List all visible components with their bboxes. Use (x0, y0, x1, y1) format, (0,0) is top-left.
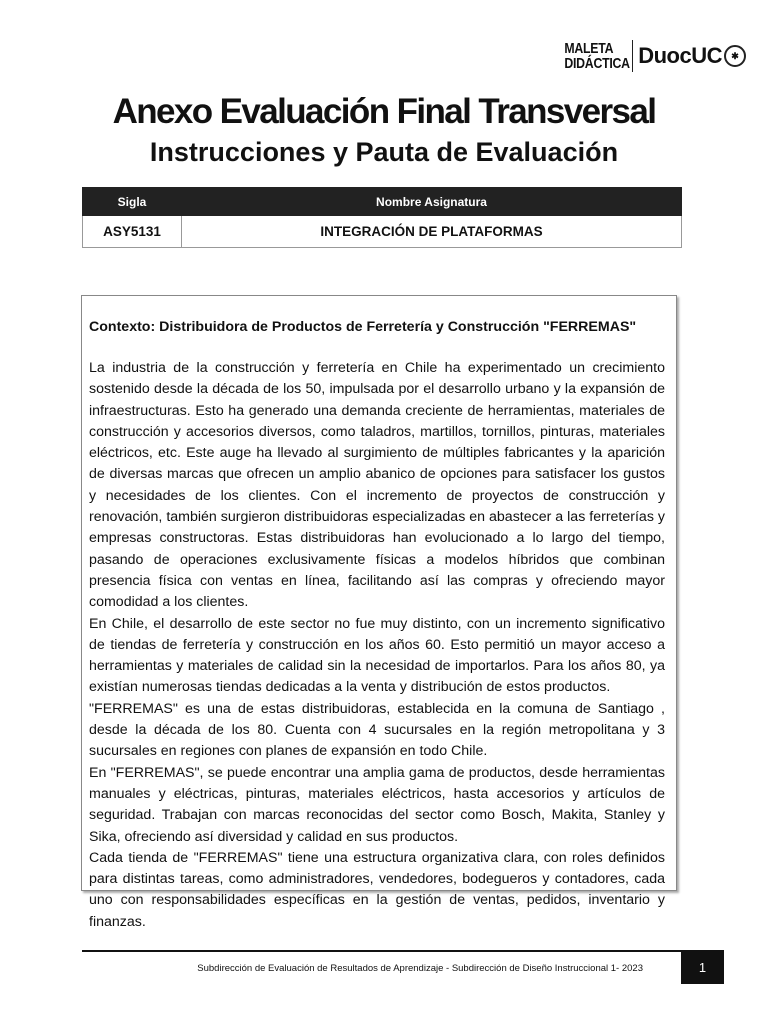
context-paragraph: Cada tienda de "FERREMAS" tiene una estructura organizativa clara, con roles definidos para distintas tareas, como administradores, vendedores, bodegueros y contadores, cada uno con responsabilidades específicas en la gestión de ventas, pedidos, inventario y finanzas. (89, 849, 665, 930)
logo-divider (632, 40, 633, 72)
course-table-header-row (83, 188, 682, 216)
context-paragraph: En Chile, el desarrollo de este sector no fue muy distinto, con un incremento significativo de tiendas de ferretería y construcción en los años 60. Esto permitió un mayor acceso a herramientas y materiales de calidad sin la necesidad de importarlos. Para los años 80, ya existían numerosas tiendas dedicadas a la venta y distribución de estos productos. (89, 615, 665, 696)
header-nombre-asignatura: Nombre Asignatura (182, 188, 682, 216)
logo-didactica-text: DIDÁCTICA (564, 55, 631, 72)
footer-text: Subdirección de Evaluación de Resultados de Aprendizaje - Subdirección de Diseño Instruccional 1- 2023 (197, 963, 643, 974)
document-subtitle: Instrucciones y Pauta de Evaluación (149, 137, 619, 167)
context-paragraph: La industria de la construcción y ferretería en Chile ha experimentado un crecimiento sostenido desde la década de los 50, impulsada por el desarrollo urbano y la expansión de infraestructuras. Esto ha generado una demanda creciente de herramientas, materiales de construcción y accesorios diversos, como taladros, martillos, tornillos, pinturas, materiales eléctricos, etc. Este auge ha llevado al surgimiento de múltiples fabricantes y la aparición de diversas marcas que ofrecen un amplio abanico de opciones para satisfacer los gustos y necesidades de los clientes. Con el incremento de proyectos de construcción y renovación, también surgieron distribuidoras especializadas en abastecer a las ferreterías y empresas constructoras. Estas distribuidoras han evolucionado a lo largo del tiempo, pasando de operaciones exclusivamente físicas a modelos híbridos que combinan presencia física con ventas en línea, facilitando así las compras y ofreciendo mayor comodidad a los clientes. (89, 360, 665, 611)
header-sigla: Sigla (83, 188, 182, 216)
maleta-didactica-logo (565, 41, 630, 71)
context-box (81, 295, 677, 930)
context-body (89, 358, 665, 933)
course-table (82, 187, 682, 248)
cell-sigla: ASY5131 (83, 216, 182, 248)
duocuc-logo: DuocUC (638, 43, 722, 68)
context-paragraph: "FERREMAS" es una de estas distribuidoras, establecida en la comuna de Santiago , desde la década de los 80. Cuenta con 4 sucursales en la región metropolitana y 3 sucursales en regiones con planes de expansión en todo Chile. (89, 700, 665, 760)
course-table-row (83, 216, 682, 248)
context-paragraph: En "FERREMAS", se puede encontrar una amplia gama de productos, desde herramientas manuales y eléctricas, pinturas, materiales eléctricos, hasta accesorios y artículos de seguridad. Trabajan con marcas reconocidas del sector como Bosch, Makita, Stanley y Sika, ofreciendo así diversidad y calidad en sus productos. (89, 764, 665, 845)
context-heading: Contexto: Distribuidora de Productos de Ferretería y Construcción "FERREMAS" (89, 319, 637, 335)
duocuc-seal-icon: ✱ (724, 45, 746, 67)
header-logo (550, 40, 746, 72)
cell-nombre-asignatura: INTEGRACIÓN DE PLATAFORMAS (182, 216, 682, 248)
page-number: 1 (681, 951, 724, 984)
logo-maleta-text: MALETA (564, 40, 614, 57)
document-title: Anexo Evaluación Final Transversal (112, 92, 656, 131)
footer-rule (82, 950, 724, 952)
